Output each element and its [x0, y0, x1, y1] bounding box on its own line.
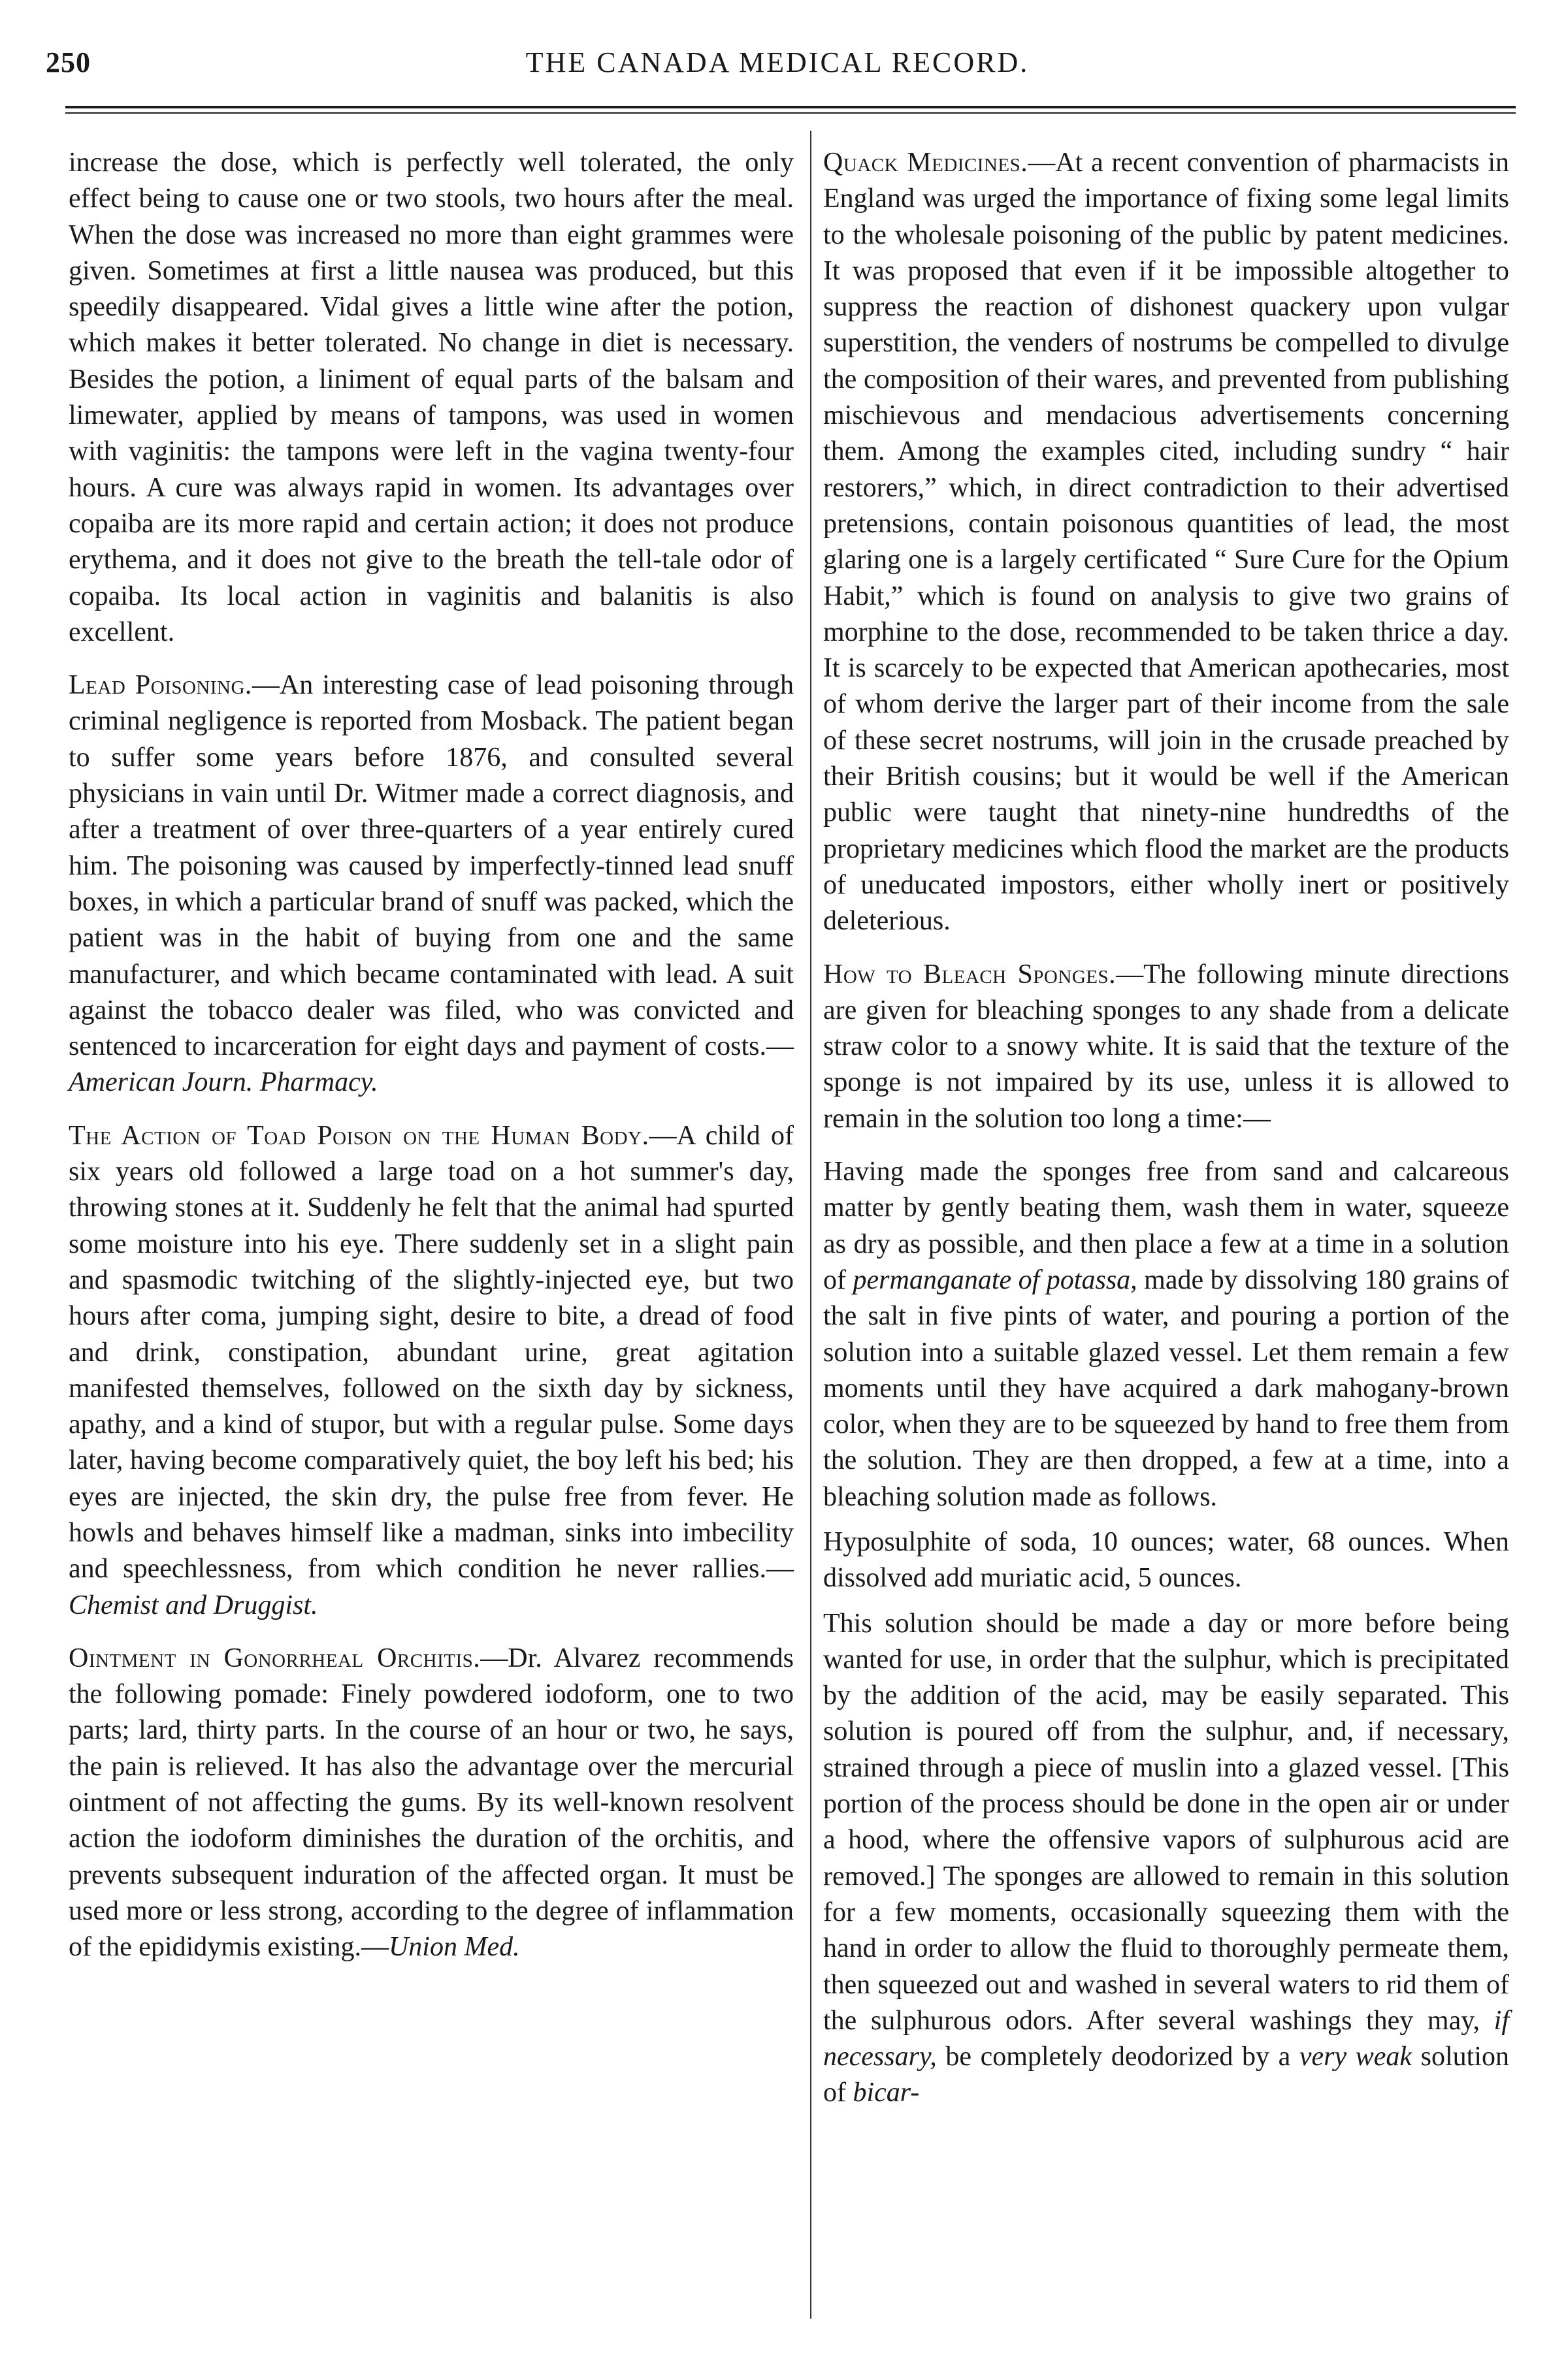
article-lead-poisoning	[69, 667, 794, 1101]
column-divider	[810, 131, 811, 2319]
text-run: made by dissolving 180 grains of the salt in five pints of water, and pouring a portion of the solution into a suitable glazed vessel. Let them remain a few moments until they have acquired a dark mahogany-brown color, when they are to be squeezed by hand to free them from the solution. They are then dropped, a few at a time, into a bleaching solution made as follows.	[823, 1264, 1509, 1512]
italic-run: if necessary,	[823, 2005, 1509, 2072]
page-header	[46, 46, 1509, 85]
article-source: American Journ. Pharmacy.	[69, 1067, 378, 1098]
header-rule-thin	[65, 112, 1516, 114]
journal-title: THE CANADA MEDICAL RECORD.	[525, 46, 1030, 78]
article-quack-medicines	[823, 145, 1509, 940]
italic-run: bicar-	[853, 2078, 920, 2108]
article-ointment	[69, 1641, 794, 1966]
header-rule	[65, 106, 1516, 108]
article-heading: How to Bleach Sponges.	[823, 959, 1117, 989]
article-body: —The following minute directions are given for bleaching sponges to any shade from a delicate straw color to a snowy white. It is said that the texture of the sponge is not impaired by its use, unless it is allowed to remain in the solution too long a time:—	[823, 959, 1509, 1134]
article-heading: Ointment in Gonorrheal Orchitis.	[69, 1643, 481, 1673]
text-run: This solution should be made a day or more before being wanted for use, in order that the sulphur, which is precipitated by the addition of the acid, may be easily separated. This solution is poured off from the sulphur, and, if necessary, strained through a piece of muslin into a glazed vessel. [This portion of the process should be done in the open air or under a hood, where the offensive vapors of sulphurous acid are removed.] The sponges are allowed to remain in this solution for a few moments, occasionally squeezing them with the hand in order to allow the fluid to thoroughly permeate them, then squeezed out and washed in several waters to rid them of the sulphurous odors. After several washings they may,	[823, 1608, 1509, 2036]
paragraph-hyposulphite: Hyposulphite of soda, 10 ounces; water, 68 ounces. When dissolved add muriatic acid, 5 ounces.	[823, 1526, 1509, 1594]
article-source: Chemist and Druggist.	[69, 1590, 318, 1620]
article-source: Union Med.	[388, 1932, 520, 1963]
article-body: —An interesting case of lead poisoning through criminal negligence is reported from Mosback. The patient began to suffer some years before 1876, and consulted several physicians in vain until Dr. Witmer made a correct diagnosis, and after a treatment of over three-quarters of a year entirely cured him. The poisoning was caused by imperfectly-tinned lead snuff boxes, in which a particular brand of snuff was packed, which the patient was in the habit of buying from one and the same manufacturer, and which became contaminated with lead. A suit against the tobacco dealer was filed, who was convicted and sentenced to incarceration for eight days and payment of costs.—	[69, 670, 794, 1062]
paragraph-having-made	[823, 1154, 1509, 1515]
article-bleach-sponges	[823, 957, 1509, 1137]
article-heading: Quack Medicines.	[823, 148, 1028, 178]
article-toad-poison	[69, 1118, 794, 1624]
italic-run: permanganate of potassa,	[853, 1264, 1137, 1295]
page-number: 250	[46, 46, 91, 78]
text-run: solution of	[823, 2042, 1509, 2108]
article-heading: The Action of Toad Poison on the Human Body.	[69, 1120, 649, 1151]
text-run: be completely deodorized by a	[936, 2042, 1299, 2072]
right-column	[823, 145, 1509, 2129]
text-run: Having made the sponges free from sand and calcareous matter by gently beating them, wash them in water, squeeze as dry as possible, and then place a few at a time in a solution of	[823, 1157, 1509, 1295]
article-body: —A child of six years old followed a large toad on a hot summer's day, throwing stones at it. Suddenly he felt that the animal had spurted some moisture into his eye. There suddenly set in a slight pain and spasmodic twitching of the slightly-injected eye, but two hours after coma, jumping sight, desire to bite, a dread of food and drink, constipation, abundant urine, great agitation manifested themselves, followed on the sixth day by sickness, apathy, and a kind of stupor, but with a regular pulse. Some days later, having become comparatively quiet, the boy left his bed; his eyes are injected, the skin dry, the pulse free from fever. He howls and behaves himself like a madman, sinks into imbecility and speechlessness, from which condition he never rallies.—	[69, 1120, 794, 1584]
article-body: —Dr. Alvarez recommends the following pomade: Finely powdered iodoform, one to two parts; lard, thirty parts. In the course of an hour or two, he says, the pain is relieved. It has also the advantage over the mercurial ointment of not affecting the gums. By its well-known resolvent action the iodoform diminishes the duration of the orchitis, and prevents subsequent induration of the affected organ. It must be used more or less strong, according to the degree of inflammation of the epididymis existing.—	[69, 1643, 794, 1963]
paragraph-continuation: increase the dose, which is perfectly well tolerated, the only effect being to cause one or two stools, two hours after the meal. When the dose was increased no more than eight grammes were given. Sometimes at first a little nausea was produced, but this speedily disappeared. Vidal gives a little wine after the potion, which makes it better tolerated. No change in diet is necessary. Besides the potion, a liniment of equal parts of the balsam and limewater, applied by means of tampons, was used in women with vaginitis: the tampons were left in the vagina twenty-four hours. A cure was always rapid in women. Its advantages over copaiba are its more rapid and certain action; it does not produce erythema, and it does not give to the breath the tell-tale odor of copaiba. Its local action in vaginitis and balanitis is also excellent.	[69, 148, 794, 647]
article-heading: Lead Poisoning.	[69, 670, 252, 701]
left-column	[69, 145, 794, 1983]
paragraph-this-solution	[823, 1606, 1509, 2112]
article-body: —At a recent convention of pharmacists in England was urged the importance of fixing some legal limits to the wholesale poisoning of the public by patent medicines. It was proposed that even if it be impossible altogether to suppress the reaction of dishonest quackery upon vulgar superstition, the venders of nostrums be compelled to divulge the composition of their wares, and prevented from publishing mischievous and mendacious advertisements concerning them. Among the examples cited, including sundry “ hair restorers,” which, in direct contradiction to their advertised pretensions, contain poisonous quantities of lead, the most glaring one is a largely certificated “ Sure Cure for the Opium Habit,” which is found on analysis to give two grains of morphine to the dose, recommended to be taken thrice a day. It is scarcely to be expected that American apothecaries, most of whom derive the larger part of their income from the sale of these secret nostrums, will join in the crusade preached by their British cousins; but it would be well if the American public were taught that ninety-nine hundredths of the proprietary medicines which flood the market are the products of uneducated impostors, either wholly inert or positively deleterious.	[823, 148, 1510, 937]
italic-run: very weak	[1299, 2042, 1412, 2072]
